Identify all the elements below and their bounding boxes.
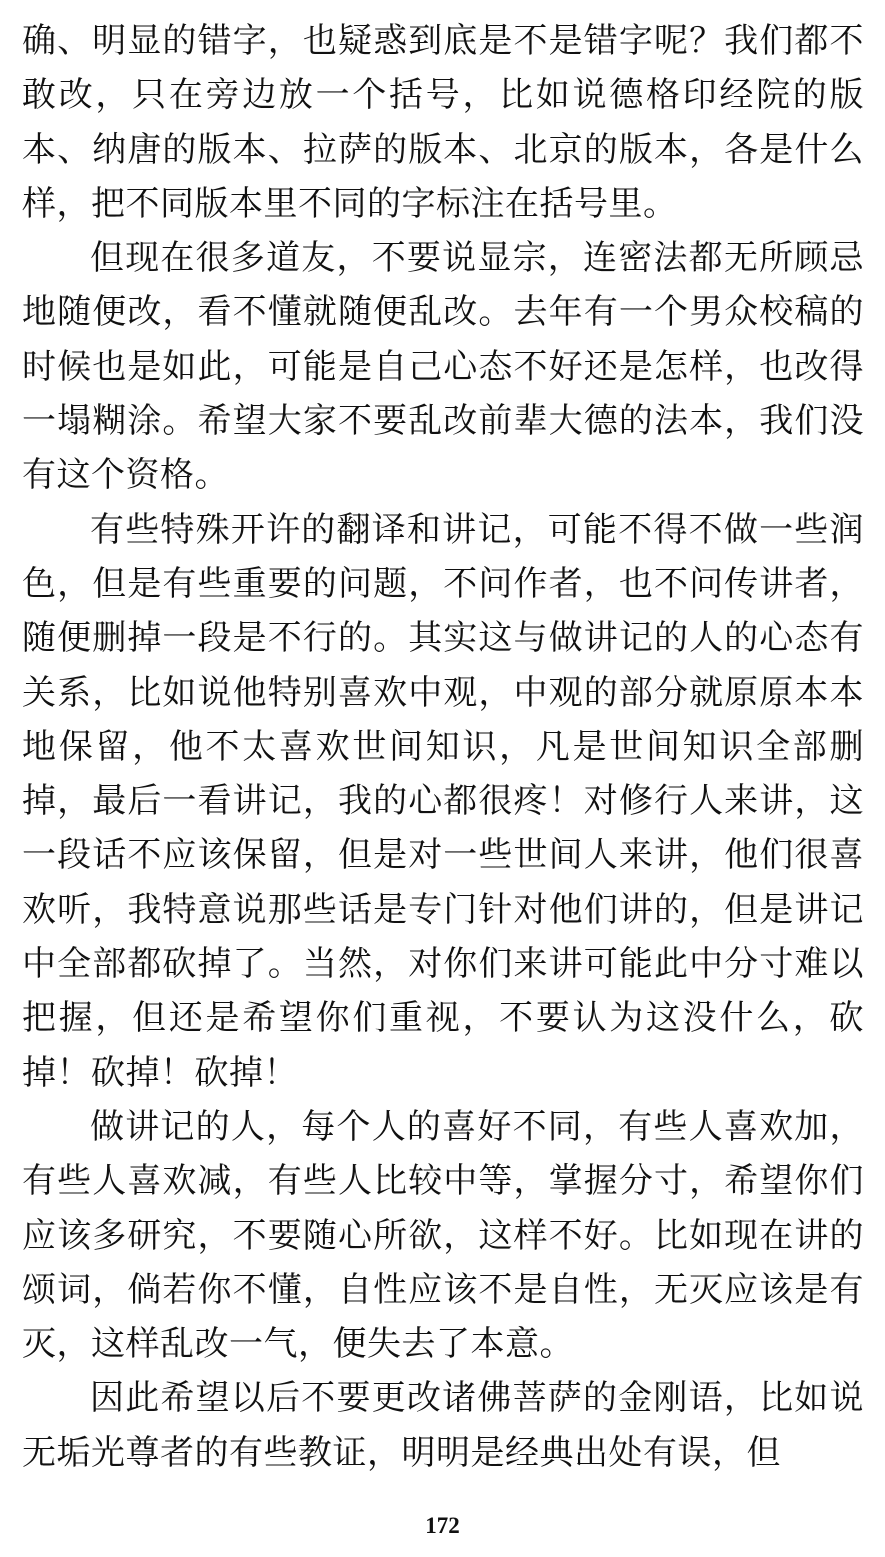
page-body xyxy=(22,14,864,1480)
paragraph-2: 但现在很多道友，不要说显宗，连密法都无所顾忌地随便改，看不懂就随便乱改。去年有一个男众校稿的时候也是如此，可能是自己心态不好还是怎样，也改得一塌糊涂。希望大家不要乱改前辈大德的法本，我们没有这个资格。 xyxy=(22,238,864,496)
page-number: 172 xyxy=(425,1513,460,1538)
paragraph-4: 做讲记的人，每个人的喜好不同，有些人喜欢加，有些人喜欢减，有些人比较中等，掌握分寸，希望你们应该多研究，不要随心所欲，这样不好。比如现在讲的颂词，倘若你不懂，自性应该不是自性，无灭应该是有灭，这样乱改一气，便失去了本意。 xyxy=(22,1106,864,1365)
paragraph-3: 有些特殊开许的翻译和讲记，可能不得不做一些润色，但是有些重要的问题，不问作者，也不问传讲者，随便删掉一段是不行的。其实这与做讲记的人的心态有关系，比如说他特别喜欢中观，中观的部分就原原本本地保留，他不太喜欢世间知识，凡是世间知识全部删掉，最后一看讲记，我的心都很疼！对修行人来讲，这一段话不应该保留，但是对一些世间人来讲，他们很喜欢听，我特意说那些话是专门针对他们讲的，但是讲记中全部都砍掉了。当然，对你们来讲可能此中分寸难以把握，但还是希望你们重视，不要认为这没什么，砍掉！砍掉！砍掉！ xyxy=(22,509,864,1093)
paragraph-5: 因此希望以后不要更改诸佛菩萨的金刚语，比如说无垢光尊者的有些教证，明明是经典出处有误，但 xyxy=(22,1378,864,1473)
paragraph-1: 确、明显的错字，也疑惑到底是不是错字呢？我们都不敢改，只在旁边放一个括号，比如说德格印经院的版本、纳唐的版本、拉萨的版本、北京的版本，各是什么样，把不同版本里不同的字标注在括号里。 xyxy=(22,21,864,224)
